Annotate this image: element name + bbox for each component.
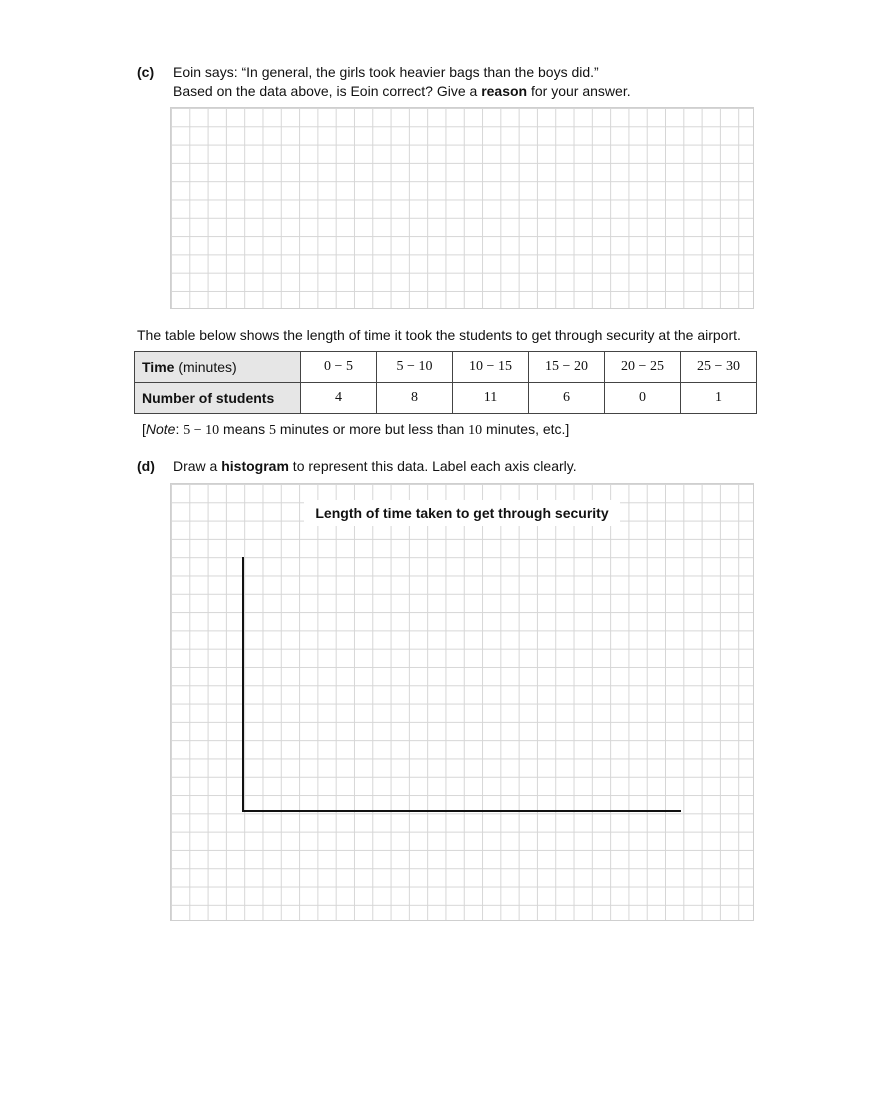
table-header-students: Number of students xyxy=(135,383,301,414)
question-d-pre: Draw a xyxy=(173,458,222,474)
security-time-table xyxy=(134,351,757,414)
question-label-c: (c) xyxy=(137,64,155,80)
table-cell-count: 11 xyxy=(453,383,529,414)
note-italic: Note xyxy=(145,421,176,437)
question-d-text xyxy=(173,458,577,474)
table-intro: The table below shows the length of time it took the students to get through security at the airport. xyxy=(137,327,741,343)
table-cell-count: 0 xyxy=(605,383,681,414)
table-cell-interval: 15 − 20 xyxy=(529,352,605,383)
note-num5: 5 xyxy=(268,423,276,438)
chart-title: Length of time taken to get through security xyxy=(304,500,620,526)
table-note xyxy=(142,421,569,439)
table-header-time-rest: (minutes) xyxy=(174,359,237,375)
note-open: [ xyxy=(142,421,146,437)
table-cell-count: 4 xyxy=(301,383,377,414)
table-header-time xyxy=(135,352,301,383)
note-text1: means xyxy=(219,421,269,437)
note-expr: 5 − 10 xyxy=(183,423,220,438)
y-axis-line xyxy=(242,557,244,812)
note-num10: 10 xyxy=(468,423,483,438)
x-axis-line xyxy=(242,810,681,812)
table-cell-count: 8 xyxy=(377,383,453,414)
question-d-bold: histogram xyxy=(221,458,289,474)
table-cell-interval: 5 − 10 xyxy=(377,352,453,383)
question-c-line2 xyxy=(173,83,631,99)
question-c-line2-post: for your answer. xyxy=(527,83,631,99)
question-d-post: to represent this data. Label each axis clearly. xyxy=(288,458,577,474)
question-label-d: (d) xyxy=(137,458,155,474)
note-text3: minutes, etc.] xyxy=(482,421,570,437)
table-cell-interval: 0 − 5 xyxy=(301,352,377,383)
answer-grid-c[interactable] xyxy=(170,107,754,309)
table-cell-interval: 20 − 25 xyxy=(605,352,681,383)
question-c-line2-bold: reason xyxy=(481,83,528,99)
table-cell-count: 6 xyxy=(529,383,605,414)
note-text2: minutes or more but less than xyxy=(275,421,469,437)
table-row-students xyxy=(135,383,757,414)
question-c-line1: Eoin says: “In general, the girls took heavier bags than the boys did.” xyxy=(173,64,599,80)
table-header-time-bold: Time xyxy=(142,359,175,375)
table-row-time xyxy=(135,352,757,383)
table-cell-count: 1 xyxy=(681,383,757,414)
histogram-grid[interactable] xyxy=(170,483,754,921)
note-colon: : xyxy=(175,421,184,437)
table-cell-interval: 25 − 30 xyxy=(681,352,757,383)
table-cell-interval: 10 − 15 xyxy=(453,352,529,383)
question-c-line2-pre: Based on the data above, is Eoin correct? Give a xyxy=(173,83,482,99)
